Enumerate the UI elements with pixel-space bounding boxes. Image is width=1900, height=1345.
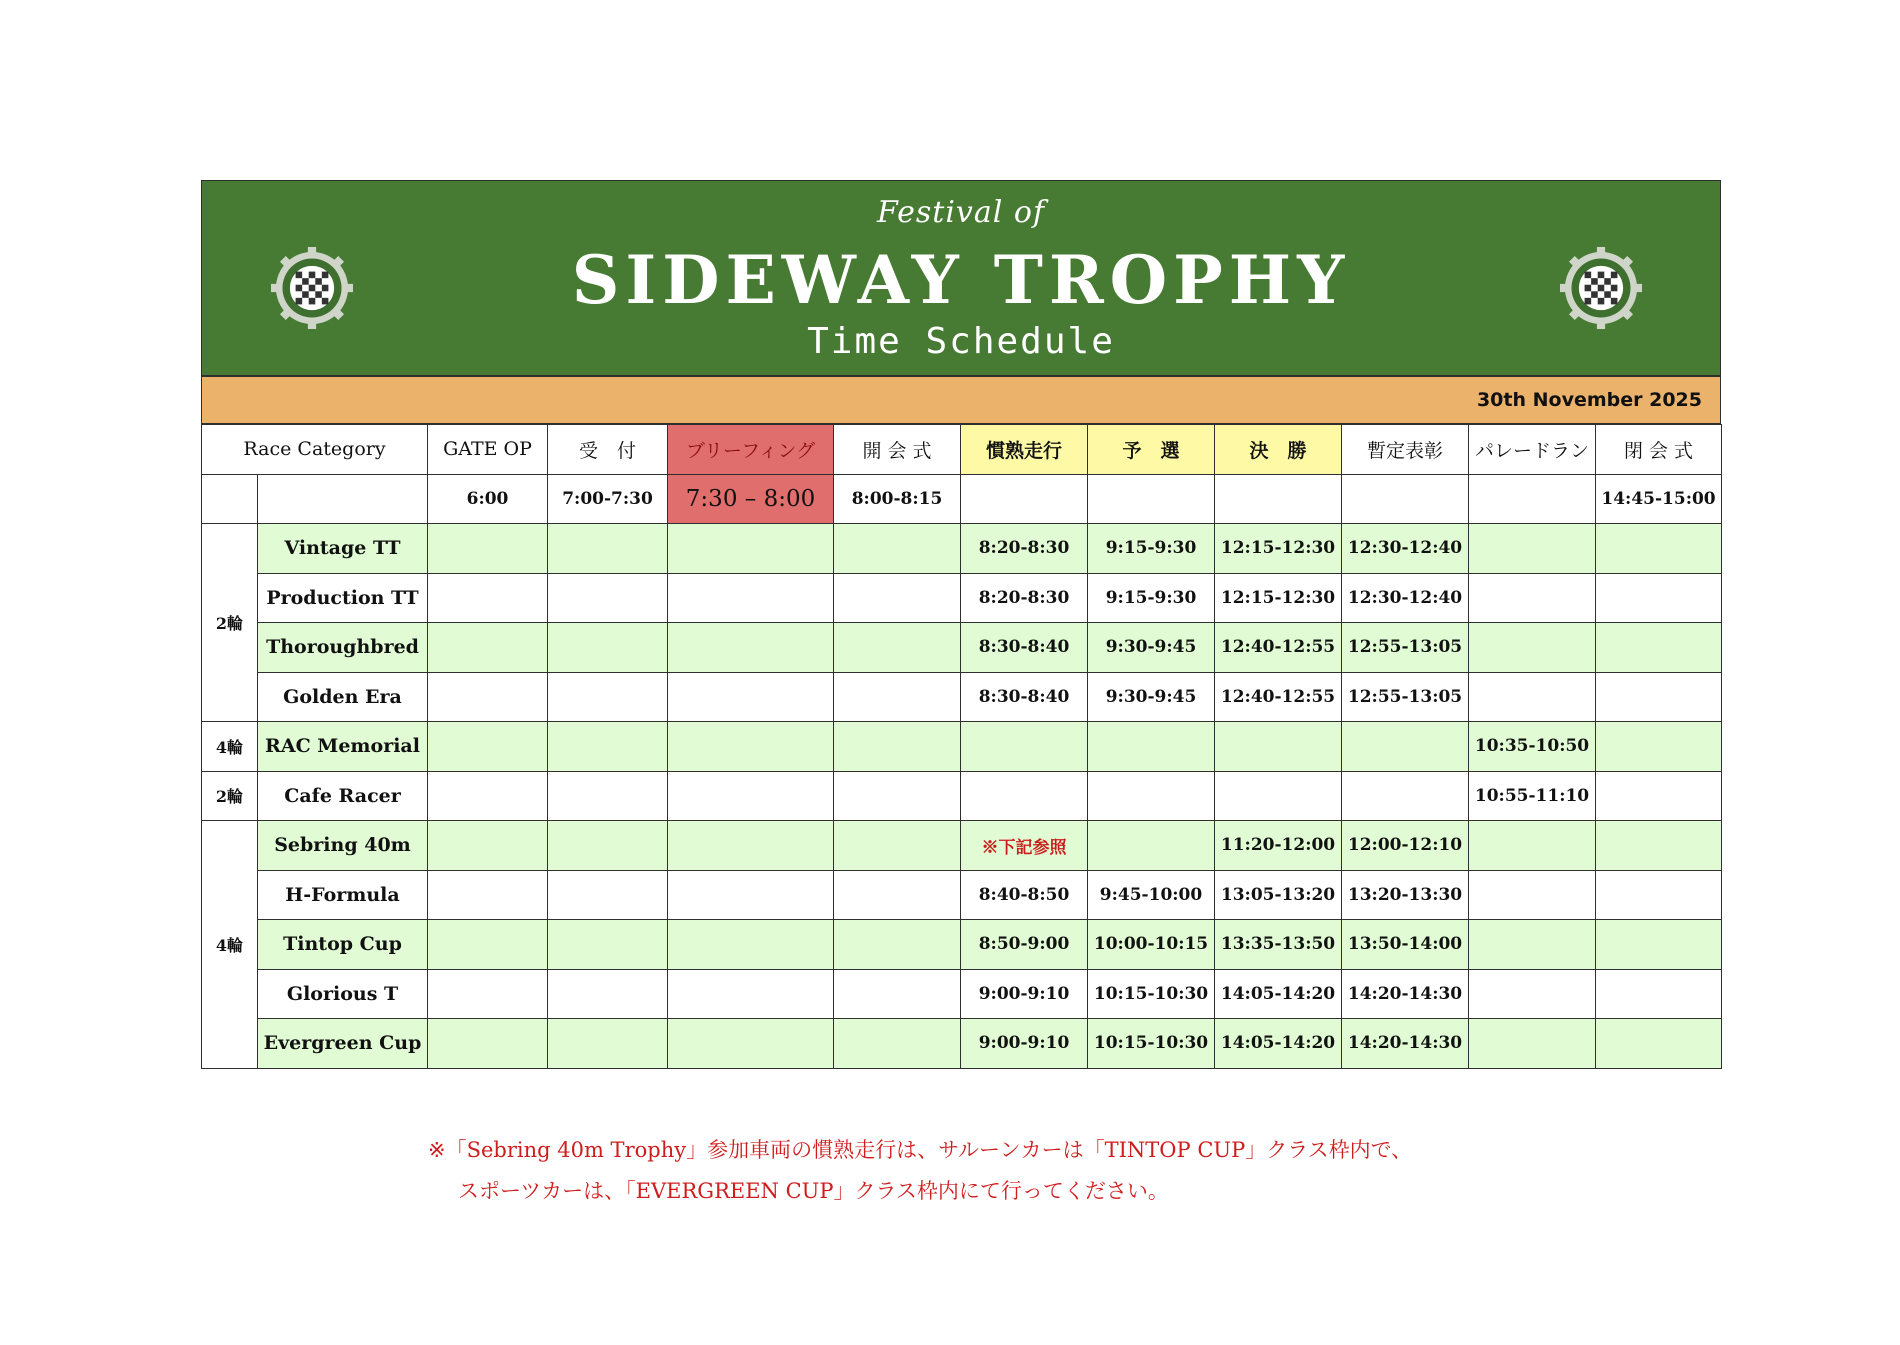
- empty-cell: [1596, 920, 1722, 970]
- col-closing-ceremony: 閉 会 式: [1596, 425, 1722, 475]
- table-row: [202, 821, 1722, 871]
- empty-cell: [668, 870, 834, 920]
- table-row: [202, 771, 1722, 821]
- empty-cell: [548, 672, 668, 722]
- empty-cell: [834, 722, 961, 772]
- time-practice: [961, 722, 1088, 772]
- empty-cell: [834, 573, 961, 623]
- empty-cell: [428, 821, 548, 871]
- time-final: [1215, 771, 1342, 821]
- empty-cell: [668, 623, 834, 673]
- time-final: 13:35-13:50: [1215, 920, 1342, 970]
- time-parade: [1469, 573, 1596, 623]
- time-final: [1215, 722, 1342, 772]
- empty-cell: [1596, 870, 1722, 920]
- empty-cell: [548, 722, 668, 772]
- empty-cell: [668, 771, 834, 821]
- col-reception: 受 付: [548, 425, 668, 475]
- empty-cell: [428, 672, 548, 722]
- event-title: SIDEWAY TROPHY: [571, 241, 1351, 319]
- empty-cell: [1596, 672, 1722, 722]
- empty-cell: [961, 474, 1088, 524]
- time-award: 14:20-14:30: [1342, 1019, 1469, 1069]
- empty-cell: [548, 623, 668, 673]
- group-label: 2輪: [202, 524, 258, 722]
- time-practice: [961, 771, 1088, 821]
- empty-cell: [668, 573, 834, 623]
- time-final: 14:05-14:20: [1215, 969, 1342, 1019]
- schedule-sheet: [201, 180, 1721, 1069]
- festival-label: Festival of: [876, 195, 1046, 230]
- empty-cell: [428, 969, 548, 1019]
- empty-cell: [548, 969, 668, 1019]
- club-logo-right: [1560, 247, 1642, 329]
- empty-cell: [1596, 771, 1722, 821]
- group-label: 2輪: [202, 771, 258, 821]
- empty-cell: [548, 524, 668, 574]
- time-parade: [1469, 870, 1596, 920]
- empty-cell: [668, 969, 834, 1019]
- schedule-table: [201, 424, 1722, 1069]
- race-name: Tintop Cup: [258, 920, 428, 970]
- table-row: [202, 573, 1722, 623]
- table-row: [202, 672, 1722, 722]
- race-name: Vintage TT: [258, 524, 428, 574]
- time-award: 12:55-13:05: [1342, 672, 1469, 722]
- col-award: 暫定表彰: [1342, 425, 1469, 475]
- table-row: [202, 524, 1722, 574]
- title-banner: [201, 180, 1721, 377]
- empty-cell: [1596, 722, 1722, 772]
- empty-cell: [258, 474, 428, 524]
- race-name: Cafe Racer: [258, 771, 428, 821]
- empty-cell: [834, 870, 961, 920]
- empty-cell: [668, 524, 834, 574]
- race-name: Sebring 40m: [258, 821, 428, 871]
- time-qualifying: [1088, 821, 1215, 871]
- empty-cell: [1215, 474, 1342, 524]
- time-qualifying: [1088, 771, 1215, 821]
- time-parade: [1469, 623, 1596, 673]
- time-final: 12:40-12:55: [1215, 623, 1342, 673]
- time-qualifying: 9:30-9:45: [1088, 672, 1215, 722]
- empty-cell: [428, 1019, 548, 1069]
- empty-cell: [428, 623, 548, 673]
- time-parade: [1469, 969, 1596, 1019]
- empty-cell: [428, 524, 548, 574]
- time-parade: [1469, 821, 1596, 871]
- race-name: Production TT: [258, 573, 428, 623]
- time-award: 12:30-12:40: [1342, 524, 1469, 574]
- table-row: [202, 969, 1722, 1019]
- event-date: 30th November 2025: [1476, 389, 1702, 411]
- time-parade: 10:35-10:50: [1469, 722, 1596, 772]
- race-name: Thoroughbred: [258, 623, 428, 673]
- col-final: 決 勝: [1215, 425, 1342, 475]
- empty-cell: [834, 1019, 961, 1069]
- col-gate-open: GATE OP: [428, 425, 548, 475]
- time-qualifying: 9:30-9:45: [1088, 623, 1215, 673]
- gate-time: 6:00: [428, 474, 548, 524]
- see-note-marker: ※下記参照: [961, 821, 1088, 871]
- time-final: 12:40-12:55: [1215, 672, 1342, 722]
- time-qualifying: 10:15-10:30: [1088, 969, 1215, 1019]
- empty-cell: [548, 870, 668, 920]
- time-qualifying: 10:15-10:30: [1088, 1019, 1215, 1069]
- time-practice: 9:00-9:10: [961, 969, 1088, 1019]
- empty-cell: [834, 920, 961, 970]
- common-times-row: [202, 474, 1722, 524]
- race-name: Glorious T: [258, 969, 428, 1019]
- empty-cell: [834, 771, 961, 821]
- empty-cell: [548, 920, 668, 970]
- time-practice: 8:20-8:30: [961, 573, 1088, 623]
- col-qualifying: 予 選: [1088, 425, 1215, 475]
- empty-cell: [428, 722, 548, 772]
- race-name: H-Formula: [258, 870, 428, 920]
- time-practice: 8:30-8:40: [961, 672, 1088, 722]
- group-label: 4輪: [202, 722, 258, 772]
- group-label: 4輪: [202, 821, 258, 1069]
- empty-cell: [668, 1019, 834, 1069]
- time-practice: 8:30-8:40: [961, 623, 1088, 673]
- empty-cell: [202, 474, 258, 524]
- footnote-line-1: ※「Sebring 40m Trophy」参加車両の慣熟走行は、サルーンカーは「TINTOP CUP」クラス枠内で、: [428, 1138, 1413, 1162]
- col-practice: 慣熟走行: [961, 425, 1088, 475]
- time-practice: 8:20-8:30: [961, 524, 1088, 574]
- empty-cell: [668, 821, 834, 871]
- time-final: 11:20-12:00: [1215, 821, 1342, 871]
- time-qualifying: 9:15-9:30: [1088, 524, 1215, 574]
- header-row: [202, 425, 1722, 475]
- empty-cell: [548, 821, 668, 871]
- col-briefing: ブリーフィング: [668, 425, 834, 475]
- event-date-bar: [201, 377, 1721, 424]
- time-practice: 8:50-9:00: [961, 920, 1088, 970]
- closing-time: 14:45-15:00: [1596, 474, 1722, 524]
- table-row: [202, 870, 1722, 920]
- time-award: [1342, 771, 1469, 821]
- race-name: RAC Memorial: [258, 722, 428, 772]
- time-final: 12:15-12:30: [1215, 573, 1342, 623]
- time-qualifying: 10:00-10:15: [1088, 920, 1215, 970]
- empty-cell: [428, 920, 548, 970]
- table-row: [202, 623, 1722, 673]
- race-name: Golden Era: [258, 672, 428, 722]
- schedule-subtitle: Time Schedule: [807, 321, 1115, 362]
- time-final: 12:15-12:30: [1215, 524, 1342, 574]
- time-qualifying: 9:15-9:30: [1088, 573, 1215, 623]
- empty-cell: [1596, 623, 1722, 673]
- empty-cell: [834, 672, 961, 722]
- time-award: 14:20-14:30: [1342, 969, 1469, 1019]
- empty-cell: [1596, 573, 1722, 623]
- time-parade: [1469, 1019, 1596, 1069]
- empty-cell: [1596, 1019, 1722, 1069]
- empty-cell: [1596, 969, 1722, 1019]
- opening-time: 8:00-8:15: [834, 474, 961, 524]
- time-qualifying: [1088, 722, 1215, 772]
- empty-cell: [1596, 821, 1722, 871]
- empty-cell: [1088, 474, 1215, 524]
- empty-cell: [1342, 474, 1469, 524]
- sebring-footnote: [428, 1130, 1412, 1212]
- briefing-time: 7:30 – 8:00: [668, 474, 834, 524]
- empty-cell: [834, 623, 961, 673]
- col-opening-ceremony: 開 会 式: [834, 425, 961, 475]
- time-award: 12:55-13:05: [1342, 623, 1469, 673]
- footnote-line-2: スポーツカーは、「EVERGREEN CUP」クラス枠内にて行ってください。: [458, 1179, 1169, 1203]
- time-parade: [1469, 524, 1596, 574]
- empty-cell: [428, 573, 548, 623]
- time-final: 13:05-13:20: [1215, 870, 1342, 920]
- time-practice: 9:00-9:10: [961, 1019, 1088, 1069]
- empty-cell: [668, 672, 834, 722]
- empty-cell: [428, 870, 548, 920]
- reception-time: 7:00-7:30: [548, 474, 668, 524]
- table-row: [202, 920, 1722, 970]
- empty-cell: [428, 771, 548, 821]
- empty-cell: [1469, 474, 1596, 524]
- time-qualifying: 9:45-10:00: [1088, 870, 1215, 920]
- empty-cell: [834, 969, 961, 1019]
- empty-cell: [548, 771, 668, 821]
- empty-cell: [548, 1019, 668, 1069]
- time-award: 13:20-13:30: [1342, 870, 1469, 920]
- empty-cell: [1596, 524, 1722, 574]
- empty-cell: [668, 722, 834, 772]
- time-award: 12:00-12:10: [1342, 821, 1469, 871]
- col-race-category: Race Category: [202, 425, 428, 475]
- race-name: Evergreen Cup: [258, 1019, 428, 1069]
- time-parade: [1469, 672, 1596, 722]
- time-final: 14:05-14:20: [1215, 1019, 1342, 1069]
- empty-cell: [834, 524, 961, 574]
- empty-cell: [548, 573, 668, 623]
- time-practice: 8:40-8:50: [961, 870, 1088, 920]
- time-award: [1342, 722, 1469, 772]
- empty-cell: [834, 821, 961, 871]
- time-award: 12:30-12:40: [1342, 573, 1469, 623]
- table-row: [202, 722, 1722, 772]
- empty-cell: [668, 920, 834, 970]
- col-parade-run: パレードラン: [1469, 425, 1596, 475]
- table-row: [202, 1019, 1722, 1069]
- time-award: 13:50-14:00: [1342, 920, 1469, 970]
- time-parade: 10:55-11:10: [1469, 771, 1596, 821]
- time-parade: [1469, 920, 1596, 970]
